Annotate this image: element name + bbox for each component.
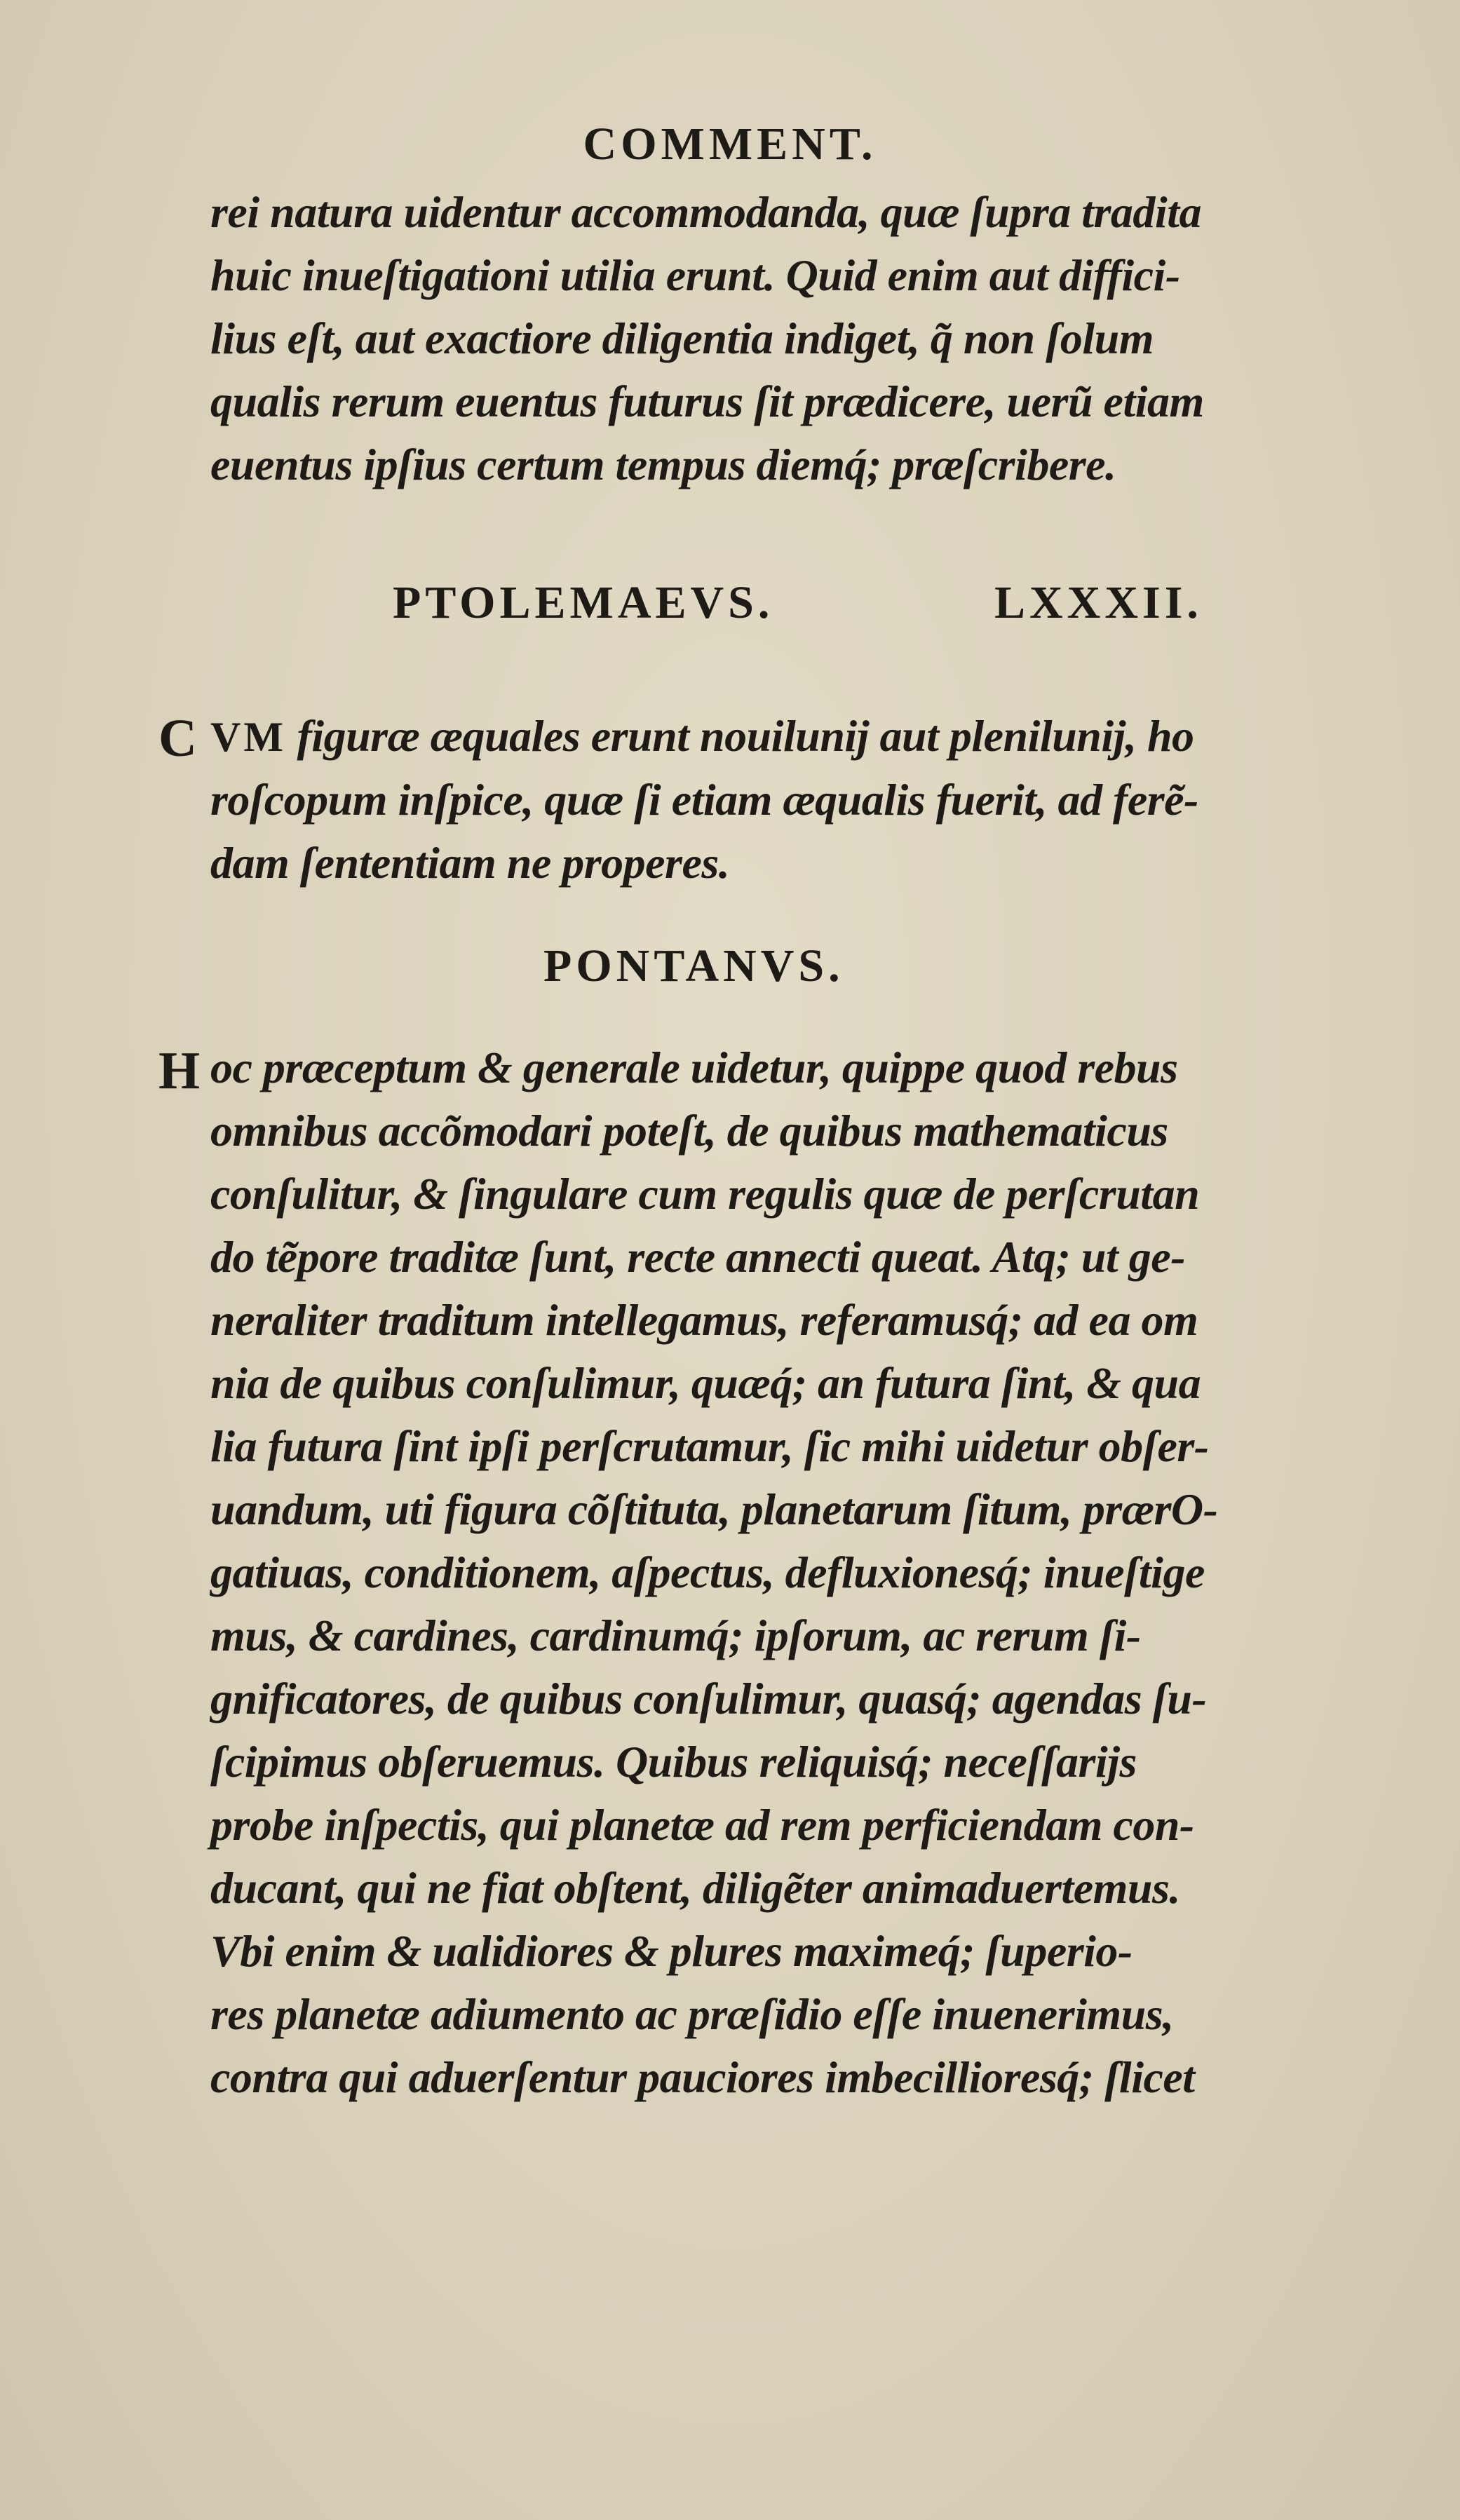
text-line: rei natura uidentur accommodanda, quæ ſupra tradita (210, 187, 1201, 237)
text-line: neraliter traditum intellegamus, referamusq́; ad ea om (210, 1295, 1198, 1345)
text-line: Vbi enim & ualidiores & plures maximeq́; ſuperio- (210, 1926, 1133, 1976)
ptolemy-heading-name: PTOLEMAEVS. (393, 577, 774, 628)
text-line: roſcopum inſpice, quæ ſi etiam æqualis fuerit, ad ferẽ- (210, 775, 1198, 825)
text-line: contra qui aduerſentur pauciores imbecillioresq́; ſlicet (210, 2052, 1195, 2102)
text-line: qualis rerum euentus futurus ſit prædicere, uerũ etiam (210, 377, 1204, 426)
text-line (210, 705, 1194, 768)
initial-caps: VM (210, 714, 286, 760)
text-line: euentus ipſius certum tempus diemq́; præſcribere. (210, 440, 1116, 489)
text-line: do tẽpore traditæ ſunt, recte annecti queat. Atq; ut ge- (210, 1232, 1185, 1282)
text-line: res planetæ adiumento ac præſidio eſſe inuenerimus, (210, 1989, 1174, 2039)
text-line: conſulitur, & ſingulare cum regulis quæ de perſcrutan (210, 1169, 1200, 1219)
text-line: nia de quibus conſulimur, quæq́; an futura ſint, & qua (210, 1358, 1201, 1408)
ptolemy-heading-number: LXXXII. (994, 577, 1203, 628)
text-line: lius eſt, aut exactiore diligentia indiget, q̃ non ſolum (210, 313, 1154, 363)
text-line: ducant, qui ne fiat obſtent, diligẽter animaduertemus. (210, 1863, 1180, 1913)
text-line-rest: figuræ æquales erunt nouilunij aut plenilunij, ho (285, 711, 1194, 761)
text-line: gatiuas, conditionem, aſpectus, defluxionesq́; inueſtige (210, 1547, 1205, 1597)
text-line: oc præceptum & generale uidetur, quippe quod rebus (210, 1043, 1178, 1092)
text-line: lia futura ſint ipſi perſcrutamur, ſic mihi uidetur obſer- (210, 1421, 1209, 1471)
text-line: uandum, uti figura cõſtituta, planetarum ſitum, prærO- (210, 1484, 1218, 1534)
text-line: ſcipimus obſeruemus. Quibus reliquisq́; neceſſarijs (210, 1737, 1137, 1787)
running-head: COMMENT. (583, 118, 877, 170)
drop-initial-h: H (158, 1041, 201, 1100)
ptolemy-paragraph (210, 705, 1339, 895)
text-line: dam ſententiam ne properes. (210, 838, 730, 888)
text-line: probe inſpectis, qui planetæ ad rem perficiendam con- (210, 1800, 1194, 1850)
text-line: gnificatores, de quibus conſulimur, quasq́; agendas ſu- (210, 1674, 1207, 1723)
pontanus-heading: PONTANVS. (543, 940, 844, 991)
top-paragraph (210, 181, 1339, 496)
text-line: omnibus accõmodari poteſt, de quibus mathematicus (210, 1106, 1168, 1156)
pontanus-paragraph (210, 1036, 1339, 2109)
text-line: mus, & cardines, cardinumq́; ipſorum, ac rerum ſi- (210, 1611, 1141, 1660)
text-line: huic inueſtigationi utilia erunt. Quid enim aut diffici- (210, 250, 1180, 300)
drop-initial-c: C (158, 709, 197, 768)
